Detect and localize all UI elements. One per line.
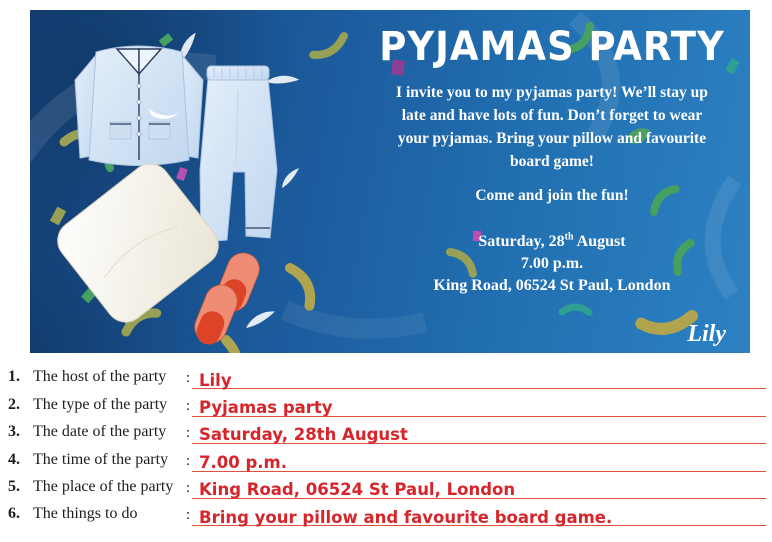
answer-line — [192, 418, 766, 444]
date-month: August — [573, 233, 626, 251]
invitation-tagline: Come and join the fun! — [475, 187, 629, 205]
item-number: 4. — [8, 450, 20, 468]
date-ordinal: th — [564, 232, 574, 244]
invitation-text — [356, 10, 748, 353]
invitation-time: 7.00 p.m. — [520, 255, 584, 273]
item-label: The host of the party — [33, 368, 167, 386]
item-colon: : — [186, 425, 191, 442]
invitation-details — [356, 231, 748, 297]
answer-text: Bring your pillow and favourite board game. — [199, 507, 613, 527]
item-colon: : — [186, 479, 191, 496]
pyjama-shirt-illustration — [75, 46, 203, 166]
answer-line — [192, 446, 766, 472]
item-colon: : — [186, 452, 191, 469]
answer-text: Pyjamas party — [199, 397, 333, 417]
item-colon: : — [186, 370, 191, 387]
item-number: 3. — [8, 423, 20, 441]
invitation-card — [30, 10, 750, 353]
invitation-message — [356, 81, 748, 173]
item-number: 5. — [8, 477, 20, 495]
invitation-title: PYJAMAS PARTY — [379, 23, 725, 70]
answer-line — [192, 363, 766, 389]
item-label: The things to do — [33, 505, 138, 523]
message-line: board game! — [510, 153, 594, 171]
answer-text: King Road, 06524 St Paul, London — [199, 480, 516, 500]
answer-line — [192, 500, 766, 526]
item-label: The date of the party — [33, 423, 167, 441]
item-label: The time of the party — [33, 450, 169, 468]
item-label: The type of the party — [33, 395, 168, 413]
message-line: late and have lots of fun. Don’t forget to wear — [401, 107, 703, 125]
answer-text: Saturday, 28th August — [199, 425, 408, 445]
answer-text: 7.00 p.m. — [199, 452, 287, 472]
answer-line — [192, 391, 766, 417]
item-number: 1. — [8, 368, 20, 386]
worksheet-row — [0, 474, 772, 501]
worksheet-row — [0, 391, 772, 418]
item-colon: : — [186, 397, 191, 414]
answer-text: Lily — [199, 370, 232, 390]
worksheet-row — [0, 364, 772, 391]
item-label: The place of the party — [33, 477, 174, 495]
date-day: Saturday, 28 — [478, 233, 565, 251]
invitation-date — [356, 231, 748, 253]
message-line: I invite you to my pyjamas party! We’ll stay up — [396, 84, 708, 102]
worksheet-row — [0, 446, 772, 473]
worksheet-row — [0, 419, 772, 446]
invitation-place: King Road, 06524 St Paul, London — [433, 277, 671, 295]
pyjama-pants-illustration — [200, 66, 277, 242]
item-colon: : — [186, 507, 191, 524]
item-number: 2. — [8, 395, 20, 413]
worksheet-row — [0, 501, 772, 528]
invitation-signature: Lily — [687, 321, 726, 347]
worksheet-questions — [0, 364, 772, 528]
item-number: 6. — [8, 505, 20, 523]
answer-line — [192, 473, 766, 499]
message-line: your pyjamas. Bring your pillow and favourite — [397, 130, 707, 148]
